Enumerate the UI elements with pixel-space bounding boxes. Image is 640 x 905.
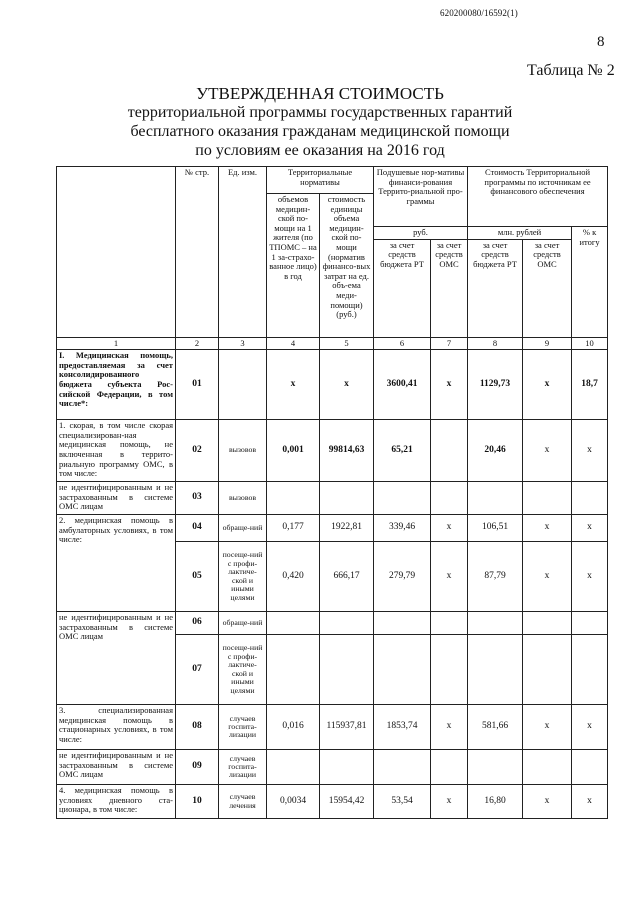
row-unit: обраще-ний: [219, 612, 267, 635]
col-num: 3: [219, 337, 267, 350]
cell-budget: [374, 612, 431, 635]
cell-oms: х: [431, 785, 468, 819]
row-label: 3. специализированная медицинская помощь в стационарных условиях, в том числе:: [57, 705, 176, 750]
cell-pct: [572, 482, 608, 515]
col-num: 5: [320, 337, 374, 350]
cell-oms-mln: [523, 635, 572, 705]
cell-budget-mln: [468, 482, 523, 515]
table-row: [57, 750, 608, 785]
cell-oms-mln: х: [523, 785, 572, 819]
row-unit: посеще-ний с профи-лактиче-ской и иными целями: [219, 542, 267, 612]
cell-oms: х: [431, 542, 468, 612]
row-unit: [219, 350, 267, 420]
row-number: 09: [176, 750, 219, 785]
table-label: Таблица № 2: [527, 62, 615, 79]
cell-cost: [320, 750, 374, 785]
cell-oms: [431, 482, 468, 515]
cell-oms-mln: [523, 612, 572, 635]
row-label: не идентифицированным и не застрахованным в системе ОМС лицам: [57, 612, 176, 705]
table-row: [57, 705, 608, 750]
cell-oms-mln: х: [523, 515, 572, 542]
cell-oms-mln: х: [523, 705, 572, 750]
header-row-no: № стр.: [176, 167, 219, 338]
cell-pct: х: [572, 515, 608, 542]
cell-oms-mln: х: [523, 350, 572, 420]
cell-oms: х: [431, 515, 468, 542]
row-unit: посеще-ний с профи-лактиче-ской и иными целями: [219, 635, 267, 705]
header-volume: объемов медицин-ской по-мощи на 1 жителя (по ТПОМС – на 1 за-страхо-ванное лицо) в год: [267, 194, 320, 338]
row-unit: обраще-ний: [219, 515, 267, 542]
table-row: [57, 785, 608, 819]
cell-cost: [320, 482, 374, 515]
cell-volume: х: [267, 350, 320, 420]
header-unit: Ед. изм.: [219, 167, 267, 338]
cell-budget-mln: 106,51: [468, 515, 523, 542]
document-code: 620200080/16592(1): [440, 8, 518, 18]
col-num: 8: [468, 337, 523, 350]
cell-budget-mln: 1129,73: [468, 350, 523, 420]
row-unit: вызовов: [219, 482, 267, 515]
row-number: 08: [176, 705, 219, 750]
cell-budget: 279,79: [374, 542, 431, 612]
table-row: [57, 482, 608, 515]
header-oms: за счет средств ОМС: [431, 239, 468, 337]
cell-cost: 666,17: [320, 542, 374, 612]
row-number: 04: [176, 515, 219, 542]
cell-budget: 1853,74: [374, 705, 431, 750]
header-norms: Территориальные нормативы: [267, 167, 374, 194]
cell-budget-mln: [468, 750, 523, 785]
col-num: 7: [431, 337, 468, 350]
cell-budget-mln: [468, 612, 523, 635]
cell-pct: 18,7: [572, 350, 608, 420]
cell-volume: 0,420: [267, 542, 320, 612]
header-empty-cell: [57, 167, 176, 338]
cell-volume: [267, 635, 320, 705]
cell-budget: 339,46: [374, 515, 431, 542]
cell-cost: [320, 635, 374, 705]
cell-volume: 0,0034: [267, 785, 320, 819]
cell-pct: [572, 750, 608, 785]
row-number: 01: [176, 350, 219, 420]
table-row: [57, 515, 608, 542]
cell-oms: [431, 635, 468, 705]
cell-budget: 3600,41: [374, 350, 431, 420]
cell-pct: х: [572, 542, 608, 612]
col-num: 1: [57, 337, 176, 350]
title-line-3: бесплатного оказания гражданам медицинской помощи: [130, 123, 510, 140]
header-budget-2: за счет средств бюджета РТ: [468, 239, 523, 337]
col-num: 9: [523, 337, 572, 350]
cell-oms: [431, 750, 468, 785]
cell-oms-mln: [523, 482, 572, 515]
row-unit: вызовов: [219, 420, 267, 482]
header-rub: руб.: [374, 227, 468, 240]
cell-pct: х: [572, 785, 608, 819]
cell-oms-mln: х: [523, 420, 572, 482]
cell-oms-mln: х: [523, 542, 572, 612]
cell-budget-mln: 87,79: [468, 542, 523, 612]
cell-volume: [267, 612, 320, 635]
cell-pct: х: [572, 420, 608, 482]
col-num: 6: [374, 337, 431, 350]
row-number: 06: [176, 612, 219, 635]
cell-cost: 1922,81: [320, 515, 374, 542]
page-number: 8: [597, 34, 605, 50]
header-cost: стоимость единицы объема медицин-ской по-мощи (норматив финансо-вых затрат на ед. объ-ема меди-помощи) (руб.): [320, 194, 374, 338]
row-unit: случаев госпита-лизации: [219, 705, 267, 750]
header-budget: за счет средств бюджета РТ: [374, 239, 431, 337]
column-number-row: [57, 337, 608, 350]
row-number: 03: [176, 482, 219, 515]
header-per-capita: Подушевые нор-мативы финанси-рования Террито-риальной про-граммы: [374, 167, 468, 227]
cell-volume: [267, 482, 320, 515]
cell-volume: [267, 750, 320, 785]
cell-oms: х: [431, 705, 468, 750]
cell-budget: 65,21: [374, 420, 431, 482]
cell-pct: [572, 612, 608, 635]
cell-cost: 99814,63: [320, 420, 374, 482]
cell-budget-mln: 16,80: [468, 785, 523, 819]
row-label: 4. медицинская помощь в условиях дневного ста-ционара, в том числе:: [57, 785, 176, 819]
row-label: 1. скорая, в том числе скорая специализирован-ная медицинская помощь, не включенная в террито-риальную программу ОМС, в том числе:: [57, 420, 176, 482]
cell-budget: [374, 482, 431, 515]
row-label: 2. медицинская помощь в амбулаторных условиях, в том числе:: [57, 515, 176, 612]
cell-volume: 0,016: [267, 705, 320, 750]
header-pct: % к итогу: [572, 227, 608, 338]
document-title: [55, 84, 585, 160]
table-row: [57, 612, 608, 635]
table-row: [57, 350, 608, 420]
row-number: 05: [176, 542, 219, 612]
row-label: не идентифицированным и не застрахованным в системе ОМС лицам: [57, 482, 176, 515]
cell-volume: 0,001: [267, 420, 320, 482]
cell-budget: [374, 635, 431, 705]
cell-pct: [572, 635, 608, 705]
cost-table: [56, 166, 608, 819]
row-number: 02: [176, 420, 219, 482]
row-number: 07: [176, 635, 219, 705]
row-unit: случаев лечения: [219, 785, 267, 819]
col-num: 4: [267, 337, 320, 350]
cell-budget: [374, 750, 431, 785]
cell-oms-mln: [523, 750, 572, 785]
cell-cost: 15954,42: [320, 785, 374, 819]
row-number: 10: [176, 785, 219, 819]
header-mln: млн. рублей: [468, 227, 572, 240]
header-total-cost: Стоимость Территориальной программы по источникам ее финансового обеспечения: [468, 167, 608, 227]
cell-volume: 0,177: [267, 515, 320, 542]
col-num: 2: [176, 337, 219, 350]
title-line-1: УТВЕРЖДЕННАЯ СТОИМОСТЬ: [196, 84, 444, 103]
row-label: I. Медицинская помощь, предоставляемая за счет консолидированного бюджета субъекта Рос-сийской Федерации, в том числе*:: [57, 350, 176, 420]
cell-budget-mln: 581,66: [468, 705, 523, 750]
cell-budget-mln: 20,46: [468, 420, 523, 482]
cell-oms: х: [431, 350, 468, 420]
cell-budget: 53,54: [374, 785, 431, 819]
col-num: 10: [572, 337, 608, 350]
title-line-2: территориальной программы государственных гарантий: [127, 104, 513, 121]
row-label: не идентифицированным и не застрахованным в системе ОМС лицам: [57, 750, 176, 785]
title-line-4: по условиям ее оказания на 2016 год: [195, 142, 445, 159]
cell-budget-mln: [468, 635, 523, 705]
cell-oms: [431, 420, 468, 482]
cell-cost: 115937,81: [320, 705, 374, 750]
table-row: [57, 420, 608, 482]
cell-cost: х: [320, 350, 374, 420]
cell-cost: [320, 612, 374, 635]
header-oms-2: за счет средств ОМС: [523, 239, 572, 337]
row-unit: случаев госпита-лизации: [219, 750, 267, 785]
cell-pct: х: [572, 705, 608, 750]
cell-oms: [431, 612, 468, 635]
